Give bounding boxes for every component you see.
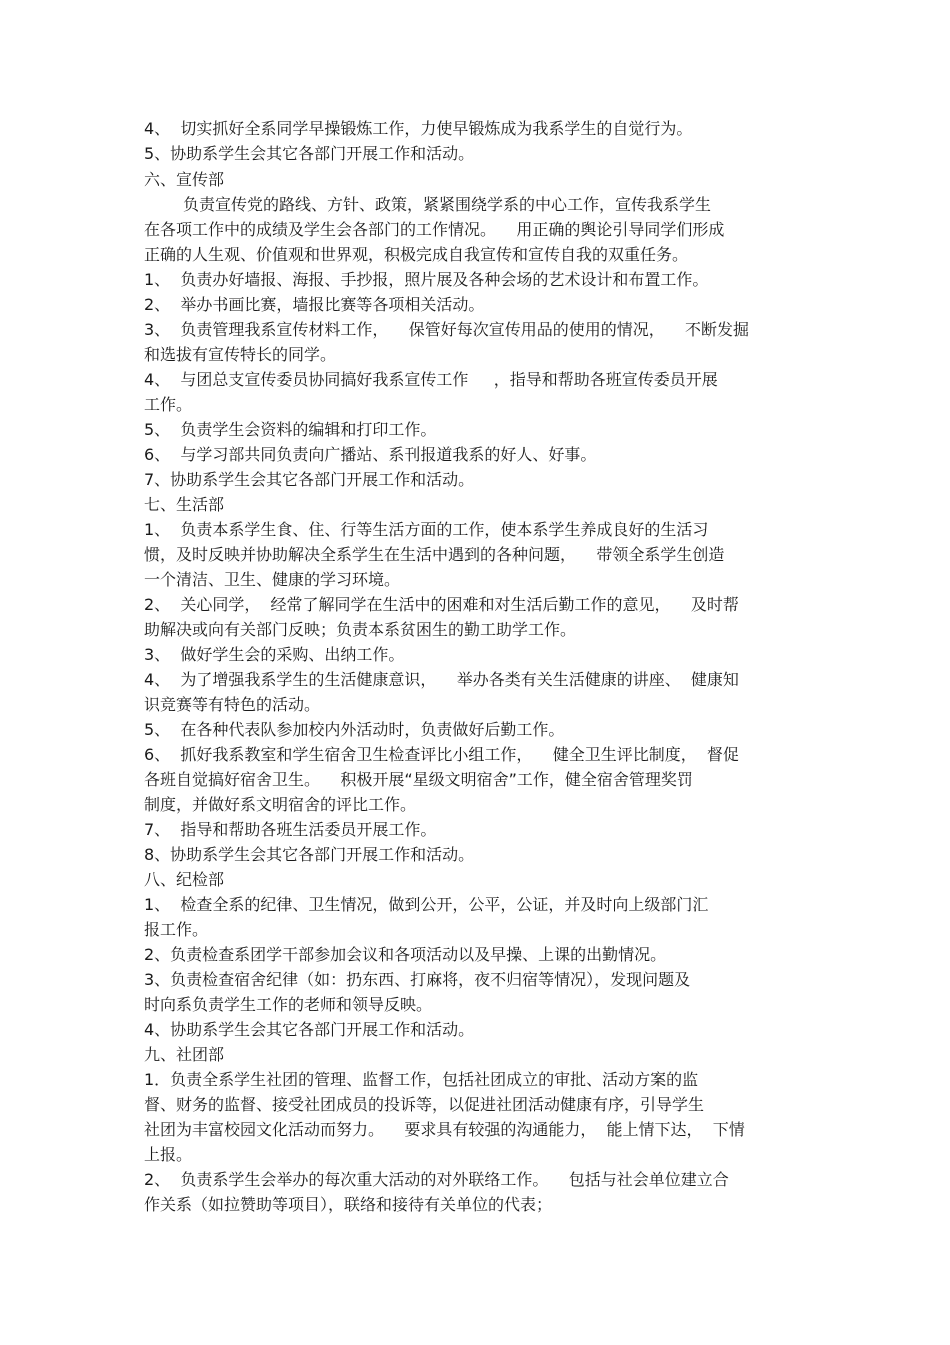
text-line: 社团为丰富校园文化活动而努力。 要求具有较强的沟通能力， 能上情下达， 下情 <box>144 1120 745 1139</box>
text-line: 时向系负责学生工作的老师和领导反映。 <box>144 995 433 1014</box>
text-line: 一个清洁、卫生、健康的学习环境。 <box>144 570 401 589</box>
text-line: 2、 举办书画比赛，墙报比赛等各项相关活动。 <box>144 295 485 314</box>
text-line: 正确的人生观、价值观和世界观，积极完成自我宣传和宣传自我的双重任务。 <box>144 245 689 264</box>
text-line: 1、 检查全系的纪律、卫生情况，做到公开，公平，公证，并及时向上级部门汇 <box>144 895 709 914</box>
text-line: 1、 负责办好墙报、海报、手抄报，照片展及各种会场的艺术设计和布置工作。 <box>144 270 709 289</box>
text-line: 5、协助系学生会其它各部门开展工作和活动。 <box>144 144 475 163</box>
text-line: 九、社团部 <box>144 1045 225 1064</box>
text-line: 助解决或向有关部门反映；负责本系贫困生的勤工助学工作。 <box>144 620 577 639</box>
text-line: 2、 负责系学生会举办的每次重大活动的对外联络工作。 包括与社会单位建立合 <box>144 1170 729 1189</box>
text-line: 5、 负责学生会资料的编辑和打印工作。 <box>144 420 437 439</box>
text-line: 七、生活部 <box>144 495 225 514</box>
text-line: 4、协助系学生会其它各部门开展工作和活动。 <box>144 1020 475 1039</box>
text-line: 3、 做好学生会的采购、出纳工作。 <box>144 645 405 664</box>
text-line: 八、纪检部 <box>144 870 225 889</box>
text-line: 1．负责全系学生社团的管理、监督工作，包括社团成立的审批、活动方案的监 <box>144 1070 699 1089</box>
text-line: 6、 与学习部共同负责向广播站、系刊报道我系的好人、好事。 <box>144 445 597 464</box>
text-line: 4、 切实抓好全系同学早操锻炼工作，力使早锻炼成为我系学生的自觉行为。 <box>144 119 693 138</box>
text-line: 7、 指导和帮助各班生活委员开展工作。 <box>144 820 437 839</box>
text-line: 3、负责检查宿舍纪律（如：扔东西、打麻将，夜不归宿等情况），发现问题及 <box>144 970 691 989</box>
text-line: 报工作。 <box>144 920 209 939</box>
text-line: 负责宣传党的路线、方针、政策，紧紧围绕学系的中心工作，宣传我系学生 <box>183 195 712 214</box>
text-line: 3、 负责管理我系宣传材料工作， 保管好每次宣传用品的使用的情况， 不断发掘 <box>144 320 750 339</box>
text-line: 各班自觉搞好宿舍卫生。 积极开展“星级文明宿舍”工作，健全宿舍管理奖罚 <box>144 770 693 789</box>
text-line: 上报。 <box>144 1145 193 1164</box>
text-line: 1、 负责本系学生食、住、行等生活方面的工作，使本系学生养成良好的生活习 <box>144 520 709 539</box>
text-line: 4、 与团总支宣传委员协同搞好我系宣传工作 ，指导和帮助各班宣传委员开展 <box>144 370 718 389</box>
text-line: 作关系（如拉赞助等项目），联络和接待有关单位的代表； <box>144 1195 553 1214</box>
text-line: 工作。 <box>144 395 193 414</box>
text-line: 2、负责检查系团学干部参加会议和各项活动以及早操、上课的出勤情况。 <box>144 945 667 964</box>
text-line: 7、协助系学生会其它各部门开展工作和活动。 <box>144 470 475 489</box>
text-line: 制度，并做好系文明宿舍的评比工作。 <box>144 795 417 814</box>
text-line: 六、宣传部 <box>144 170 225 189</box>
text-line: 2、 关心同学， 经常了解同学在生活中的困难和对生活后勤工作的意见， 及时帮 <box>144 595 739 614</box>
text-line: 4、 为了增强我系学生的生活健康意识， 举办各类有关生活健康的讲座、 健康知 <box>144 670 739 689</box>
text-line: 督、财务的监督、接受社团成员的投诉等，以促进社团活动健康有序，引导学生 <box>144 1095 705 1114</box>
text-line: 识竞赛等有特色的活动。 <box>144 695 321 714</box>
text-line: 和选拔有宣传特长的同学。 <box>144 345 337 364</box>
text-line: 在各项工作中的成绩及学生会各部门的工作情况。 用正确的舆论引导同学们形成 <box>144 220 725 239</box>
text-line: 惯，及时反映并协助解决全系学生在生活中遇到的各种问题， 带领全系学生创造 <box>144 545 725 564</box>
text-line: 5、 在各种代表队参加校内外活动时，负责做好后勤工作。 <box>144 720 565 739</box>
text-line: 6、 抓好我系教室和学生宿舍卫生检查评比小组工作， 健全卫生评比制度， 督促 <box>144 745 739 764</box>
text-line: 8、协助系学生会其它各部门开展工作和活动。 <box>144 845 475 864</box>
